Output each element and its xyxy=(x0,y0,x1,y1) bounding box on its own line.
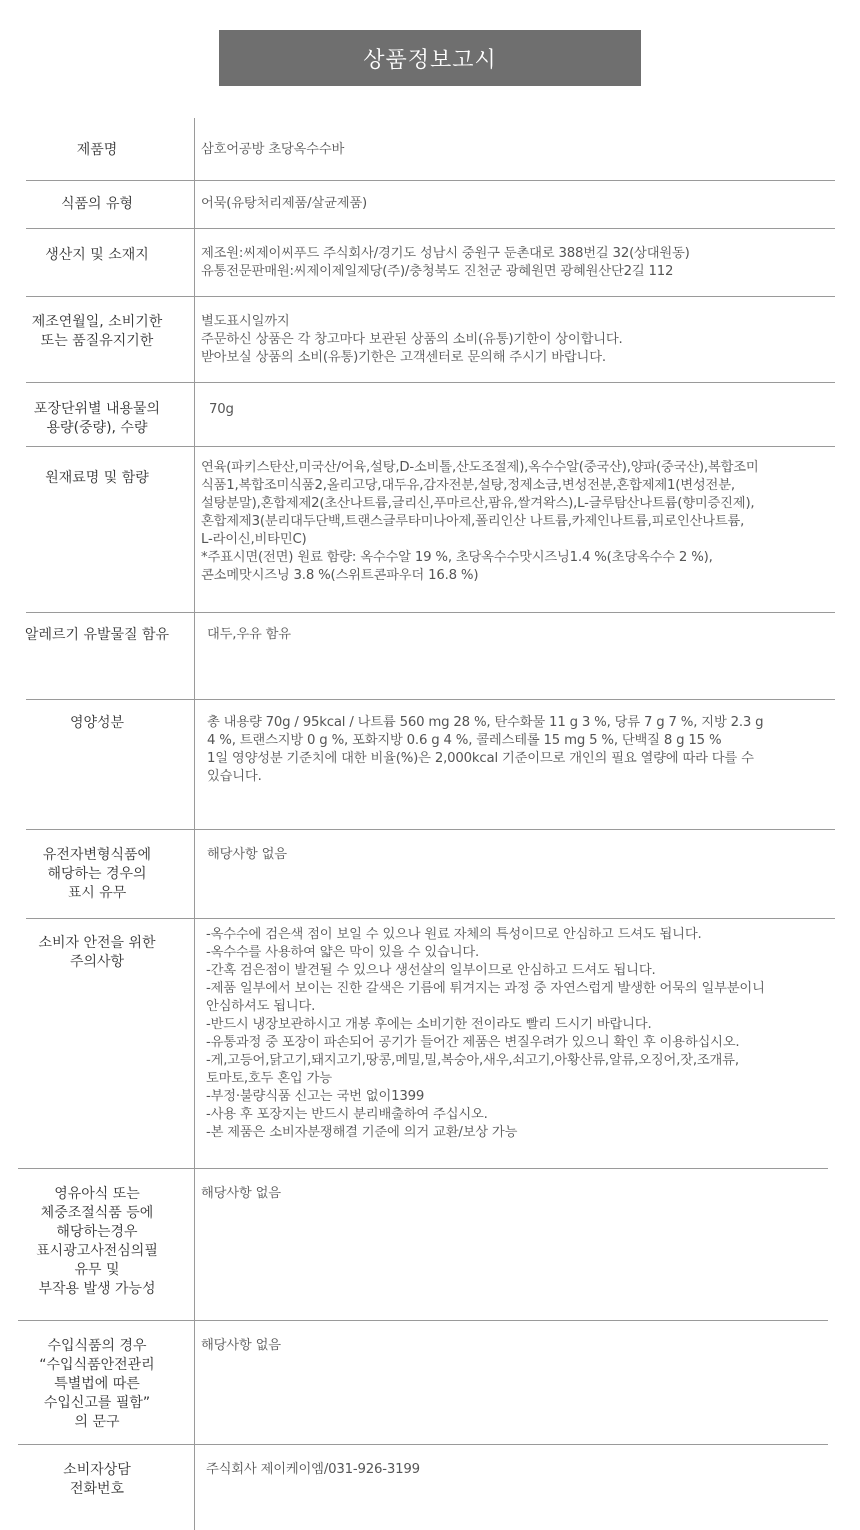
label-safety: 소비자 안전을 위한 주의사항 xyxy=(38,935,156,970)
value-allergens: 대두,우유 함유 xyxy=(207,627,291,642)
row-divider xyxy=(26,180,835,181)
row-divider xyxy=(26,228,835,229)
row-divider xyxy=(18,1444,828,1445)
label-capacity: 포장단위별 내용물의 용량(중량), 수량 xyxy=(33,401,161,436)
value-consumer-contact: 주식회사 제이케이엠/031-926-3199 xyxy=(206,1462,420,1477)
value-origin: 제조원:씨제이씨푸드 주식회사/경기도 성남시 중원구 둔촌대로 388번길 32(상대원동) 유통전문판매원:씨제이제일제당(주)/충청북도 진천군 광혜원면 광혜원산단2길 112 xyxy=(201,246,690,279)
row-divider xyxy=(26,699,835,700)
label-consumer-contact: 소비자상담 전화번호 xyxy=(63,1462,131,1497)
row-divider xyxy=(26,382,835,383)
row-divider xyxy=(26,296,835,297)
row-divider xyxy=(26,918,835,919)
label-food-type: 식품의 유형 xyxy=(60,196,134,212)
row-divider xyxy=(26,446,835,447)
label-allergens: 알레르기 유발물질 함유 xyxy=(24,627,170,643)
row-divider xyxy=(26,829,835,830)
label-expiration: 제조연월일, 소비기한 또는 품질유지기한 xyxy=(31,314,163,349)
label-infant-diet: 영유아식 또는 체중조절식품 등에 해당하는경우 표시광고사전심의필 유무 및 부작용 발생 가능성 xyxy=(36,1186,158,1297)
value-infant-diet: 해당사항 없음 xyxy=(201,1186,281,1201)
value-imported-food: 해당사항 없음 xyxy=(201,1338,281,1353)
page-title: 상품정보고시 xyxy=(219,30,641,86)
label-nutrition: 영양성분 xyxy=(69,715,125,731)
row-divider xyxy=(26,612,835,613)
label-product-name: 제품명 xyxy=(76,142,118,158)
label-origin: 생산지 및 소재지 xyxy=(45,247,149,263)
row-divider xyxy=(18,1320,828,1321)
value-safety: -옥수수에 검은색 점이 보일 수 있으나 원료 자체의 특성이므로 안심하고 드셔도 됩니다. -옥수수를 사용하여 얇은 막이 있을 수 있습니다. -간혹 검은점이 발견될 수 있으나 생선살의 일부이므로 안심하고 드셔도 됩니다. -제품 일부에서 보이는 진한 갈색은 기름에 튀겨지는 과정 중 자연스럽게 발생한 어묵의 일부분이니 안심하셔도 됩니다. -반드시 냉장보관하시고 개봉 후에는 소비기한 전이라도 빨리 드시기 바랍니다. -유통과정 중 포장이 파손되어 공기가 들어간 제품은 변질우려가 있으니 확인 후 이용하십시오. -게,고등어,닭고기,돼지고기,땅콩,메밀,밀,복숭아,새우,쇠고기,아황산류,알류,오징어,잣,조개류, 토마토,호두 혼입 가능 -부정·불량식품 신고는 국번 없이1399 -사용 후 포장지는 반드시 분리배출하여 주십시오. -본 제품은 소비자분쟁해결 기준에 의거 교환/보상 가능 xyxy=(206,927,765,1140)
value-expiration: 별도표시일까지 주문하신 상품은 각 창고마다 보관된 상품의 소비(유통)기한이 상이합니다. 받아보실 상품의 소비(유통)기한은 고객센터로 문의해 주시기 바랍니다. xyxy=(201,314,623,365)
label-imported-food: 수입식품의 경우 “수입식품안전관리 특별법에 따른 수입신고를 필함” 의 문구 xyxy=(39,1338,155,1430)
value-gmo: 해당사항 없음 xyxy=(207,847,287,862)
value-product-name: 삼호어공방 초당옥수수바 xyxy=(201,142,345,157)
value-capacity: 70g xyxy=(209,402,234,417)
label-ingredients: 원재료명 및 함량 xyxy=(45,470,149,486)
value-ingredients: 연육(파키스탄산,미국산/어육,설탕,D-소비톨,산도조절제),옥수수알(중국산),양파(중국산),복합조미 식품1,복합조미식품2,올리고당,대두유,감자전분,설탕,정제소금,변성전분,혼합제제1(변성전분, 설탕분말),혼합제제2(초산나트륨,글리신,푸마르산,팜유,쌀겨왁스),L-글루탐산나트륨(향미증진제), 혼합제제3(분리대두단백,트랜스글루타미나아제,폴리인산 나트륨,카제인나트륨,피로인산나트륨, L-라이신,비타민C) *주표시면(전면) 원료 함량: 옥수수알 19 %, 초당옥수수맛시즈닝1.4 %(초당옥수수 2 %), 콘소메맛시즈닝 3.8 %(스위트콘파우더 16.8 %) xyxy=(201,460,759,583)
label-gmo: 유전자변형식품에 해당하는 경우의 표시 유무 xyxy=(42,847,152,901)
value-nutrition: 총 내용량 70g / 95kcal / 나트륨 560 mg 28 %, 탄수화물 11 g 3 %, 당류 7 g 7 %, 지방 2.3 g 4 %, 트랜스지방 0 g %, 포화지방 0.6 g 4 %, 콜레스테롤 15 mg 5 %, 단백질 8 g 15 % 1일 영양성분 기준치에 대한 비율(%)은 2,000kcal 기준이므로 개인의 필요 열량에 따라 다를 수 있습니다. xyxy=(207,715,764,784)
row-divider xyxy=(18,1168,828,1169)
value-food-type: 어묵(유탕처리제품/살균제품) xyxy=(201,196,367,211)
column-divider xyxy=(194,118,195,1530)
